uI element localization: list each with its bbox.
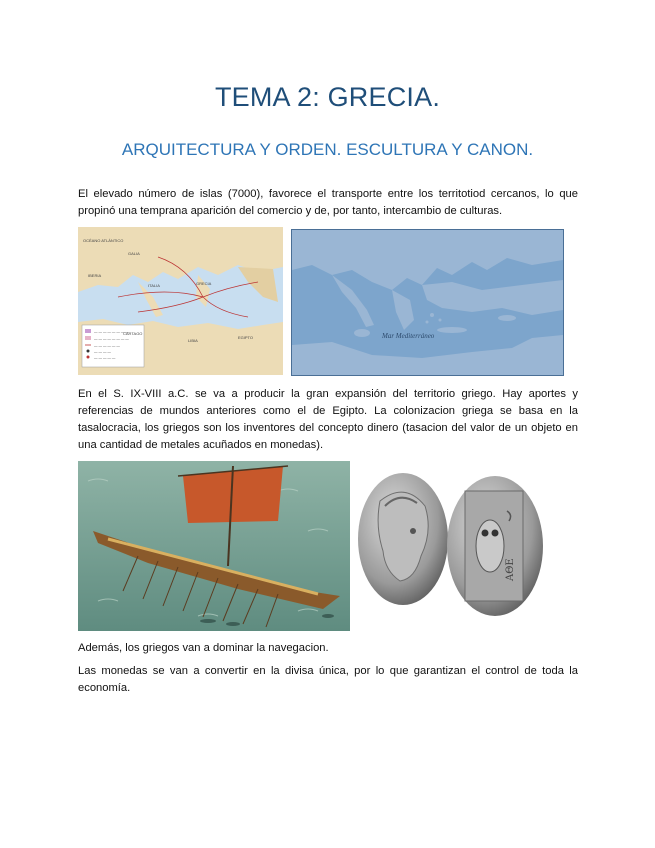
mediterranean-map-svg — [292, 230, 563, 375]
coin-inscription: ΑΘΕ — [505, 558, 516, 581]
athenian-coin-svg — [355, 461, 545, 631]
greek-ship-image — [78, 461, 350, 631]
paragraph-coins: Las monedas se van a convertir en la divisa única, por lo que garantizan el control de toda la economía. — [78, 665, 578, 694]
svg-text:— — — — —: — — — — — — [94, 356, 116, 360]
map-label-iberia: IBERIA — [88, 273, 102, 278]
map-label-gaul: GALIA — [128, 251, 140, 256]
map-label-sea: Mar Mediterráneo — [382, 332, 435, 340]
paragraph-navigation: Además, los griegos van a dominar la navegacion. — [78, 642, 329, 654]
map-label-ocean: OCÉANO ATLÁNTICO — [83, 238, 124, 243]
page-title: TEMA 2: GRECIA. — [214, 82, 441, 112]
athenian-coin-image — [355, 461, 545, 631]
map-label-greece: GRECIA — [196, 281, 212, 286]
map-label-carthage: CARTAGO — [123, 331, 143, 336]
paragraph-expansion: En el S. IX-VIII a.C. se va a producir la gran expansión del territorio griego. Hay aportes y referencias de mundos anteriores como el de Egipto. La colonizacion griega se basa en la tasalocracia, los griegos son los inventores del concepto dinero (tasacion del valor de un objeto en una cantidad de metales acuñados en monedas). — [78, 388, 578, 451]
svg-text:— — — — — — — —: — — — — — — — — — [94, 330, 129, 334]
colonization-map-image — [78, 227, 283, 375]
map-label-libya: LIBIA — [188, 338, 198, 343]
svg-text:— — — — — — — —: — — — — — — — — — [94, 337, 129, 341]
page-subtitle: ARQUITECTURA Y ORDEN. ESCULTURA Y CANON. — [121, 140, 534, 159]
paragraph-islands: El elevado número de islas (7000), favorece el transporte entre los territotiod cercanos, lo que propinó una temprana aparición del comercio y de, por tanto, intercambio de culturas. — [78, 188, 578, 217]
greek-ship-svg — [78, 461, 350, 631]
svg-text:— — — — — —: — — — — — — — [94, 344, 120, 348]
map-label-egypt: EGIPTO — [238, 335, 254, 340]
map-label-italy: ITALIA — [148, 283, 160, 288]
colonization-map-svg — [78, 227, 283, 375]
mediterranean-map-image — [291, 229, 564, 376]
svg-text:— — — —: — — — — — [94, 350, 111, 354]
